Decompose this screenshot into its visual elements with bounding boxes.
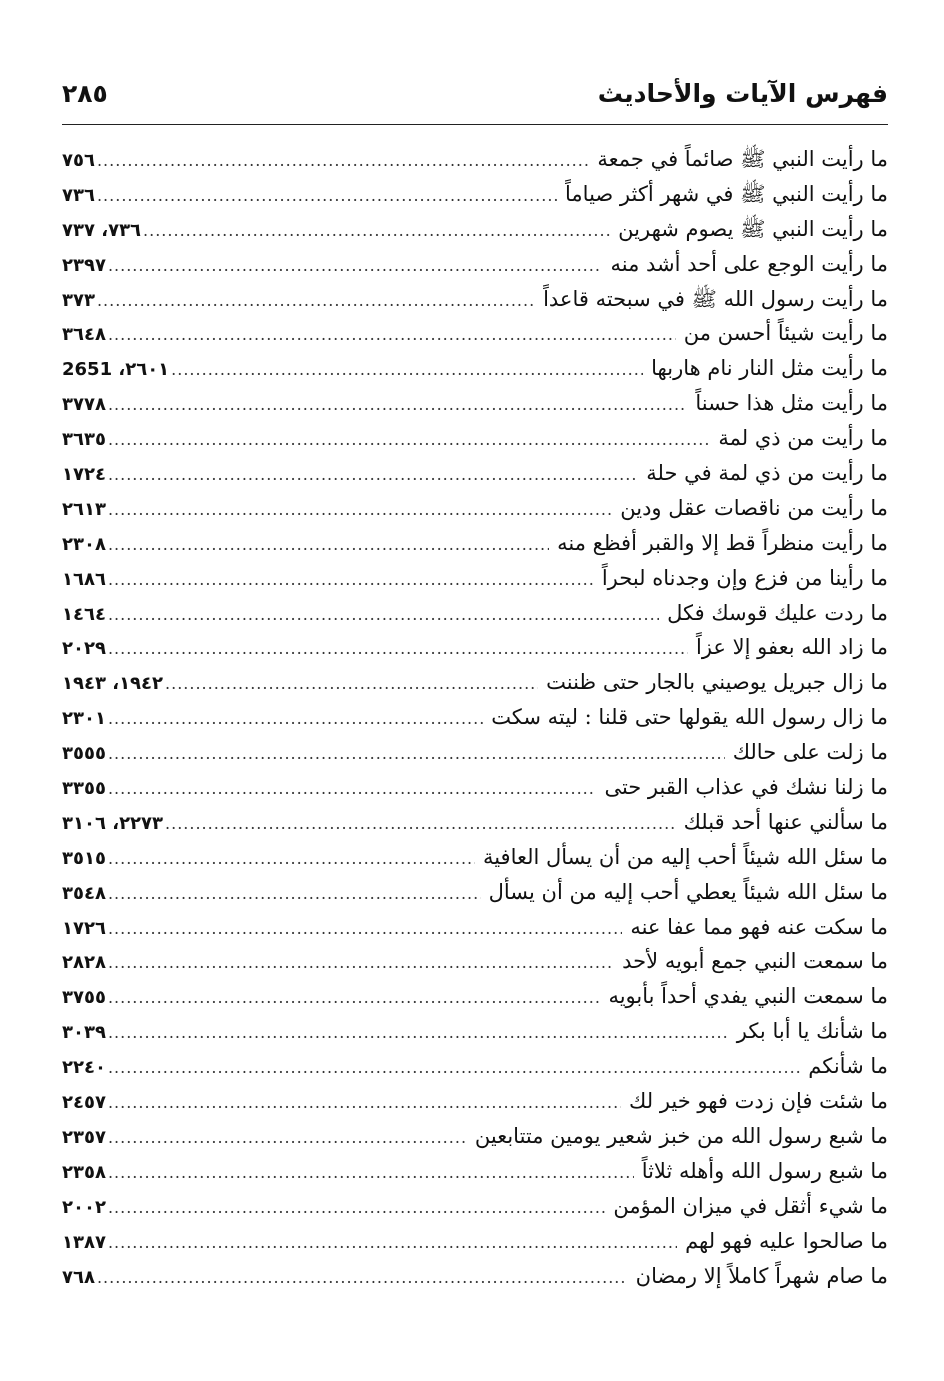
entry-reference-number: ٢٢٤٠	[62, 1057, 106, 1079]
dot-leader	[108, 912, 622, 945]
index-entry	[62, 1084, 888, 1119]
dot-leader	[108, 1121, 467, 1154]
entry-reference-number: ٢٨٢٨	[62, 952, 106, 974]
index-entry	[62, 596, 888, 631]
entry-text: ما سمعت النبي يفدي أحداً بأبويه	[608, 984, 888, 1009]
index-entry	[62, 351, 888, 386]
index-entry	[62, 665, 888, 700]
dot-leader	[108, 318, 676, 351]
dot-leader	[108, 1016, 729, 1049]
dot-leader	[108, 737, 725, 770]
index-entry	[62, 491, 888, 526]
entry-reference-number: ٢٠٢٩	[62, 638, 106, 660]
entry-text: ما رأيت من ذي لمة في حلة	[646, 461, 888, 486]
index-entry	[62, 1119, 888, 1154]
index-entry	[62, 247, 888, 282]
entry-text: ما رأيت النبي ﷺ صائماً في جمعة	[597, 147, 888, 171]
index-entry	[62, 386, 888, 421]
dot-leader	[108, 981, 600, 1014]
header-rule	[62, 124, 888, 125]
entry-text: ما رأينا من فزع وإن وجدناه لبحراً	[601, 565, 888, 590]
page-title: فهرس الآيات والأحاديث	[597, 79, 888, 108]
index-entry	[62, 875, 888, 910]
entry-reference-number: ٣٧٥٥	[62, 987, 106, 1009]
entry-reference-number: ٢٣٥٨	[62, 1161, 106, 1183]
dot-leader	[108, 842, 475, 875]
index-entry	[62, 177, 888, 212]
index-entry	[62, 1189, 888, 1224]
index-entry	[62, 1154, 888, 1189]
entry-text: ما شبع رسول الله وأهله ثلاثاً	[641, 1158, 888, 1183]
dot-leader	[108, 1086, 621, 1119]
entry-text: ما رأيت النبي ﷺ يصوم شهرين	[618, 216, 888, 241]
entry-reference-number: ٣٥٤٨	[62, 882, 106, 904]
entry-reference-number: ٣٥١٥	[62, 847, 106, 869]
entry-text: ما رأيت شيئاً أحسن من	[683, 321, 888, 346]
dot-leader	[165, 667, 538, 700]
index-entry	[62, 735, 888, 770]
entry-reference-number: ٣٦٣٥	[62, 429, 106, 451]
entry-text: ما رأيت النبي ﷺ في شهر أكثر صياماً	[565, 181, 888, 206]
dot-leader	[108, 1156, 634, 1189]
entry-reference-number: ٣٧٧٨	[62, 394, 106, 416]
entry-reference-number: ٧٣٦	[62, 184, 95, 206]
entry-reference-number: ٣٧٣	[62, 289, 95, 311]
dot-leader	[108, 1191, 605, 1224]
index-entry	[62, 979, 888, 1014]
index-entries	[62, 142, 888, 1293]
entry-text: ما زال رسول الله يقولها حتى قلنا : ليته سكت	[491, 705, 888, 730]
entry-text: ما صالحوا عليه فهو لهم	[685, 1228, 888, 1253]
dot-leader	[108, 598, 659, 631]
index-entry	[62, 561, 888, 596]
entry-reference-number: ١٧٢٤	[62, 464, 106, 486]
entry-text: ما زلت على حالك	[732, 740, 888, 765]
entry-text: ما شيء أثقل في ميزان المؤمن	[613, 1193, 888, 1218]
entry-text: ما رأيت مثل النار نام هاربها	[651, 356, 888, 381]
entry-reference-number: ٣٦٤٨	[62, 324, 106, 346]
entry-text: ما رأيت رسول الله ﷺ في سبحته قاعداً	[543, 286, 888, 311]
entry-reference-number: ٢٤٥٧	[62, 1092, 106, 1114]
entry-reference-number: ٢٣٩٧	[62, 254, 106, 276]
index-entry	[62, 316, 888, 351]
entry-text: ما شبع رسول الله من خبز شعير يومين متتابعين	[474, 1123, 888, 1148]
dot-leader	[108, 702, 483, 735]
index-entry	[62, 805, 888, 840]
entry-text: ما شئت فإن زدت فهو خير لك	[629, 1089, 888, 1114]
dot-leader	[165, 807, 676, 840]
dot-leader	[108, 632, 688, 665]
entry-text: ما رأيت مثل هذا حسناً	[695, 391, 888, 416]
dot-leader	[108, 249, 603, 282]
entry-reference-number: ٢٢٧٣، ٣١٠٦	[62, 812, 164, 834]
entry-reference-number: ٢٦٠١، 2651	[62, 359, 170, 381]
dot-leader	[108, 458, 638, 491]
dot-leader	[97, 179, 557, 212]
dot-leader	[171, 353, 643, 386]
dot-leader	[97, 144, 589, 177]
index-entry	[62, 1224, 888, 1259]
entry-reference-number: ٧٥٦	[62, 150, 95, 171]
index-entry	[62, 456, 888, 491]
page-number: ٢٨٥	[62, 79, 108, 108]
entry-reference-number: ١٣٨٧	[62, 1231, 106, 1253]
dot-leader	[143, 214, 610, 247]
entry-reference-number: ١٤٦٤	[62, 603, 106, 625]
index-entry	[62, 840, 888, 875]
entry-text: ما رأيت من ناقصات عقل ودين	[620, 495, 888, 520]
dot-leader	[108, 877, 481, 910]
dot-leader	[108, 493, 612, 526]
entry-text: ما زلنا نشك في عذاب القبر حتى	[604, 775, 888, 800]
entry-text: ما رأيت من ذي لمة	[718, 426, 888, 451]
index-entry	[62, 630, 888, 665]
entry-reference-number: ٢٣٠١	[62, 708, 106, 730]
entry-reference-number: ٢٣٠٨	[62, 533, 106, 555]
dot-leader	[108, 1226, 677, 1259]
entry-text: ما ردت عليك قوسك فكل	[667, 600, 888, 625]
index-entry	[62, 1259, 888, 1294]
entry-text: ما سكت عنه فهو مما عفا عنه	[630, 914, 888, 939]
entry-reference-number: ٧٦٨	[62, 1266, 95, 1288]
entry-reference-number: ٧٣٦، ٧٣٧	[62, 219, 142, 241]
entry-text: ما سئل الله شيئاً يعطي أحب إليه من أن يسأل	[488, 879, 888, 904]
index-entry	[62, 282, 888, 317]
entry-reference-number: ٢٦١٣	[62, 498, 106, 520]
dot-leader	[108, 563, 594, 596]
entry-text: ما صام شهراً كاملاً إلا رمضان	[635, 1263, 888, 1288]
entry-text: ما شأنك يا أبا بكر	[736, 1019, 888, 1044]
dot-leader	[108, 388, 687, 421]
entry-reference-number: ٣٥٥٥	[62, 743, 106, 765]
entry-reference-number: ٣٠٣٩	[62, 1022, 106, 1044]
dot-leader	[97, 284, 535, 317]
entry-reference-number: ٣٣٥٥	[62, 778, 106, 800]
index-entry	[62, 1049, 888, 1084]
page-header	[62, 74, 888, 114]
index-entry	[62, 700, 888, 735]
entry-reference-number: ٢٣٥٧	[62, 1126, 106, 1148]
entry-reference-number: ٢٠٠٢	[62, 1196, 106, 1218]
index-entry	[62, 526, 888, 561]
entry-text: ما زاد الله بعفو إلا عزاً	[695, 635, 888, 660]
index-entry	[62, 1014, 888, 1049]
index-entry	[62, 944, 888, 979]
index-entry	[62, 421, 888, 456]
entry-text: ما شأنكم	[808, 1054, 888, 1079]
entry-text: ما رأيت منظراً قط إلا والقبر أفظع منه	[557, 530, 888, 555]
dot-leader	[108, 946, 614, 979]
dot-leader	[97, 1261, 628, 1294]
entry-reference-number: ١٩٤٢، ١٩٤٣	[62, 673, 164, 695]
entry-text: ما سألني عنها أحد قبلك	[683, 809, 888, 834]
dot-leader	[108, 528, 549, 561]
dot-leader	[108, 423, 710, 456]
index-entry	[62, 770, 888, 805]
entry-text: ما سمعت النبي جمع أبويه لأحد	[622, 949, 888, 974]
dot-leader	[108, 1051, 800, 1084]
dot-leader	[108, 772, 596, 805]
entry-text: ما رأيت الوجع على أحد أشد منه	[610, 251, 888, 276]
index-entry	[62, 910, 888, 945]
entry-reference-number: ١٦٨٦	[62, 568, 106, 590]
entry-reference-number: ١٧٢٦	[62, 917, 106, 939]
index-entry	[62, 142, 888, 177]
entry-text: ما زال جبريل يوصيني بالجار حتى ظننت	[546, 670, 888, 695]
index-entry	[62, 212, 888, 247]
entry-text: ما سئل الله شيئاً أحب إليه من أن يسأل العافية	[482, 844, 888, 869]
